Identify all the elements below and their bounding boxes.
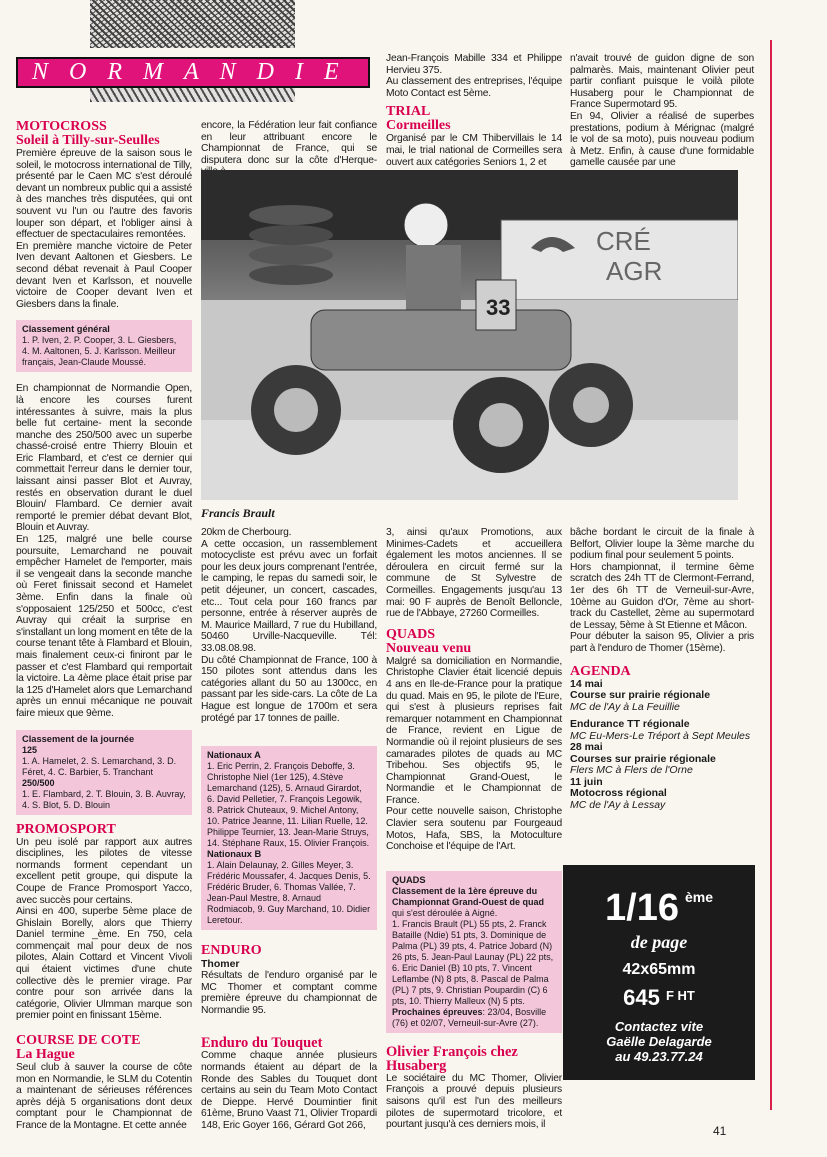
quad-photo-art	[201, 170, 738, 500]
agenda-event: Endurance TT régionale	[570, 718, 690, 731]
class125-paragraph: En 125, malgré une belle course poursuite, Lemarchand ne pouvait empêcher Hamelet de l'emporter, mais il se vengeait dans la seconde manche où Feret finissait second et Hamelet 3ème. Enfin dans la finale où s'opposaient 125/250 et 500cc, c'est Auvray qui créait la surprise en s'installant un long moment en tête de la course tenant tête à Flambard et Blouin, mais finalement ceux-ci finiront par le passer et c'est Flambard qui remportait la victoire. La 4ème place était prise par la 125 d'Hamelet alors que Lemarchand après un ennui mécanique ne pouvait faire mieux que 9ème.	[16, 534, 192, 719]
column-3-bottom	[386, 527, 562, 1131]
column-4-bottom	[570, 527, 754, 811]
box-text: 1. Alain Delaunay, 2. Gilles Meyer, 3. Frédéric Moussafer, 4. Jacques Denis, 5. Frédéric Bruder, 6. Thomas Vallée, 7. Jean-Paul Mestre, 8. Arnaud Rodmiacob, 9. Guy Marchand, 10. Didier Leretour.	[207, 860, 371, 926]
box-title: Classement général	[22, 324, 110, 335]
classement-general-box	[16, 320, 192, 372]
motocross-paragraph: Première épreuve de la saison sous le soleil, le motocross international de Tilly, présenté par le Caen MC s'est déroulé devant un nombreux public qui a assisté à des manches très disputées, qui ont souvent vu l'un ou l'autre des favoris louper son départ, et l'obliger ainsi à effectuer de spectaculaires remontées.	[16, 148, 192, 241]
box-subtitle-note: qui s'est déroulée à Aigné.	[392, 907, 498, 918]
column-2-bottom	[201, 527, 377, 1132]
trial-subheading: Cormeilles	[386, 118, 451, 134]
promosport-paragraph: Un peu isolé par rapport aux autres disciplines, les pilotes de vitesse normands forment cependant un excellent petit groupe, qui dispute la Coupe de France Promosport Yacco, avec succès pour certains.	[16, 836, 192, 906]
promosport-paragraph: Ainsi en 400, superbe 5ème place de Ghislain Borelly, alors que Thierry Daniel termine _ème. En 750, cela commençait mal pour deux de nos pilotes, Alain Cottard et Vincent Vivoli qui étaient victimes d'une chute collective dès le premier virage. Par contre pour son arrivée dans la catégorie, Olivier Ulmman marque son premier point en finissant 15ème.	[16, 906, 192, 1022]
cherbourg-paragraph: A cette occasion, un rassemblement motocycliste est prévu avec un forfait pour les deux jours comprenant l'entrée, le camping, le repas du samedi soir, le petit déjeuner, un concert, cascades, etc... Tout cela pour 160 francs par personne, entrée à réserver auprès de M. Maurice Maillard, 7 rue du Hubilland, 50460 Urville-Nacqueville. Tél: 33.08.08.98.	[201, 538, 377, 654]
olivier-francois-heading: Olivier François chez Husaberg	[386, 1043, 518, 1074]
svg-text:33: 33	[486, 295, 511, 320]
agenda-event: Course sur prairie régionale	[570, 689, 711, 702]
agenda-place: MC de l'Ay à Lessay	[570, 798, 666, 811]
ad-price-unit: F HT	[665, 988, 695, 1003]
next-events-label: Prochaines épreuves	[392, 1006, 483, 1017]
olivier-francois-paragraph: Le sociétaire du MC Thomer, Olivier François a prouvé depuis plusieurs saisons qu'il est l'un des meilleurs pilotes de supermotard tricolore, et pourtant jusqu'à ces derniers mois, il	[386, 1072, 562, 1131]
box-subtitle: Classement de la 1ère épreuve du Championnat Grand-Ouest de quad	[392, 885, 545, 907]
classement-journee-box	[16, 730, 192, 815]
col4-paragraph: Hors championnat, il termine 6ème scratch des 24h TT de Clermont-Ferrand, 1er des 6h TT de Verneuil-sur-Avre, 10ème au Guidon d'Or, 7ème au short-track du Castellet, 2ème au supermotard de Lessay, 5ème à St Etienne et Mâcon.	[570, 561, 754, 631]
trial-paragraph-cont: 3, ainsi qu'aux Promotions, aux Minimes-Cadets et accueillera également les motos anciennes. Il se déroulera en circuit fermé sur la commune de St Sylvestre de Cormeilles. Engagements jusqu'au 13 mai: 90 F auprès de Benoît Belloncle, rue de l'Abbaye, 27260 Cormeilles.	[386, 527, 562, 620]
open-paragraph: En championnat de Normandie Open, là encore les courses furent intéressantes à suivre, mais la plus belle fut certaine- ment la seconde manche des 250/500 avec un superbe chassé-croisé entre Thierry Blouin et Eric Flambard, et c'est ce dernier qui commettait l'erreur dans le dernier tour, laissant ainsi passer Blot et Auvray, restés en observation durant le duel Blouin/ Flambard. Ce dernier avait remporté le premier débat devant Blot, Blouin et Auvray.	[16, 383, 192, 534]
advertisement-box	[563, 865, 755, 1080]
agenda-date: 11 juin	[570, 775, 603, 788]
box-title: Classement de la journée	[22, 733, 135, 744]
agenda-item	[570, 679, 754, 714]
enduro-subheading: Thomer	[201, 958, 240, 971]
motocross-heading: MOTOCROSS	[16, 119, 107, 134]
col2-top-paragraph: encore, la Fédération leur fait confiance en leur attribuant encore le Championnat de France, qui se disputera donc sur la côte d'Herque-	[201, 120, 377, 166]
column-3-top	[386, 53, 562, 168]
touquet-heading: Enduro du Touquet	[201, 1035, 323, 1052]
trial-paragraph: Organisé par le CM Thibervillais le 14 mai, le trial national de Cormeilles sera ouvert aux catégories Seniors 1, 2 et	[386, 133, 562, 168]
quads-subheading: Nouveau venu	[386, 640, 472, 656]
box-text: 1. A. Hamelet, 2. S. Lemarchand, 3. D. Féret, 4. C. Barbier, 5. Tranchant	[22, 755, 177, 777]
ad-dimensions: 42x65mm	[622, 961, 696, 978]
agenda-heading: AGENDA	[570, 663, 631, 679]
box-title: QUADS	[392, 874, 426, 885]
course-de-cote-subheading: La Hague	[16, 1047, 75, 1063]
header-texture	[90, 0, 295, 48]
ad-price: 645	[623, 985, 660, 1010]
agenda-item	[570, 742, 754, 777]
agenda-date: 28 mai	[570, 741, 603, 754]
enduro-paragraph: Résultats de l'enduro organisé par le MC Thomer et comptant comme première épreuve du championnat de Normandie 95.	[201, 970, 377, 1016]
touquet-paragraph: Comme chaque année plusieurs normands étaient au départ de la Ronde des Sables du Touquet dont certains au sein du Team Moto Contact de Dieppe. Hervé Doumintier finit 61ème, Bruno Vaast 71, Olivier Tropardi 148, Eric Goyer 166, Gérard Got 266,	[201, 1050, 377, 1132]
motocross-subheading: Soleil à Tilly-sur-Seulles	[16, 133, 160, 148]
sign-text: CRÉ	[596, 226, 651, 256]
course-de-cote-paragraph: Seul club à sauver la course de côte mon en Normandie, le SLM du Cotentin a maintenant de sérieuses références après déjà 5 organisations dont deux comptant pour le Championnat de France de la Montagne. Et cette année	[16, 1062, 192, 1131]
page-number: 41	[713, 1124, 727, 1138]
nationaux-box	[201, 746, 377, 930]
promosport-heading: PROMOSPORT	[16, 821, 116, 837]
agenda-place: MC de l'Ay à La Feuillie	[570, 700, 680, 713]
quads-paragraph: Malgré sa domiciliation en Normandie, Christophe Clavier était licencié depuis 4 ans en Ile-de-France pour la pratique du quad. Mais en 95, le pilote de l'Eure, qui s'est à plusieurs reprises fait remarquer notamment en Championnat de France, revient en Ligue de Normandie où il rejoint plusieurs de ses camarades pilotes de quads au MC Tribehou. Ses objectifs 95, le Championnat Grand-Ouest, le Normandie et le Championnat de France.	[386, 655, 562, 806]
quads-paragraph: Pour cette nouvelle saison, Christophe Clavier sera soutenu par Fourgeaud Motos, Hafa, SBS, la Motoculture Conchoise et l'équipe de l'Art.	[386, 806, 562, 853]
box-text: 1. Eric Perrin, 2. François Deboffe, 3. Christophe Niel (1er 125), 4.Stève Lemarchand (125), 5. Arnaud Girardot, 6. David Pelletier, 7. François Legowik, 8. Patrick Chuteaux, 9. Michel Antony, 10. Patrice Jeanne, 11. Lilian Ruelle, 12. Philippe Teurnier, 13. Jean-Marie Struys, 14. Stéphane Raux, 15. Olivier François.	[207, 761, 370, 849]
col4-paragraph: bâche bordant le circuit de la finale à Belfort, Olivier loupe la 3ème marche du podium final pour seulement 5 points.	[570, 527, 754, 562]
box-text: 1. Francis Brault (PL) 55 pts, 2. Franck Bataille (Ndie) 51 pts, 3. Dominique de Palma (PL) 39 pts, 4. Patrice Jobard (N) 26 pts, 5. Jean-Paul Launay (PL) 22 pts, 6. Eric Daniel (B) 10 pts, 7. Vincent Leflambe (N) 8 pts, 8. Pascal de Palma (PL) 7 pts, 9. Christian Poupardin (C) 6 pts, 10. Thierry Malleux (N) 5 pts.	[392, 918, 554, 1006]
ad-contact-line: Contactez vite	[614, 1019, 704, 1034]
course-de-cote-heading: COURSE DE COTE	[16, 1033, 141, 1049]
agenda-item	[570, 777, 754, 812]
ad-size: 1/16	[605, 887, 679, 929]
agenda-date: 14 mai	[570, 677, 603, 690]
svg-text:AGR: AGR	[606, 256, 663, 286]
col4-paragraph: Pour débuter la saison 95, Olivier a pris part à l'enduro de Thomer (15ème).	[570, 631, 754, 654]
agenda-item	[570, 719, 754, 742]
motocross-paragraph: En première manche victoire de Peter Iven devant Aaltonen et Giesbers. Le second débat revenait à Paul Cooper devant Iven et Karlsson, et nouvelle victoire de Cooper devant Iven et Giesbers dans la finale.	[16, 240, 192, 310]
agenda-place: Flers MC à Flers de l'Orne	[570, 764, 693, 777]
ad-size-suffix: ème	[684, 889, 713, 905]
box-title: Nationaux A	[207, 750, 261, 761]
column-1	[16, 120, 192, 1132]
quad-photo	[201, 170, 738, 500]
header-texture-bottom	[90, 88, 295, 102]
col4-top-paragraph: En 94, Olivier a réalisé de superbes prestations, podium à Mérignac (malgré le vol de sa moto), puis nouveau podium à Metz. Enfin, à cause d'une formidable gamelle causée par une	[570, 110, 754, 169]
trial-heading: TRIAL	[386, 104, 431, 120]
agenda-place: MC Eu-Mers-Le Tréport à Sept Meules	[570, 729, 751, 742]
cherbourg-paragraph: Du côté Championnat de France, 100 à 150 pilotes sont attendus dans les catégories allant du 50 au 1300cc, en passant par les side-cars. La côte de La Hague est longue de 1700m et sera protégé par 17 tonnes de paille.	[201, 654, 377, 724]
box-text: 1. E. Flambard, 2. T. Blouin, 3. B. Auvray, 4. S. Blot, 5. D. Blouin	[22, 788, 186, 810]
quads-heading: QUADS	[386, 626, 436, 642]
col3-top-paragraph: Au classement des entreprises, l'équipe Moto Contact est 5ème.	[386, 76, 562, 99]
box-text: 1. P. Iven, 2. P. Cooper, 3. L. Giesbers, 4. M. Aaltonen, 5. J. Karlsson. Meilleur français, Jean-Claude Moussé.	[22, 335, 177, 368]
section-title: NORMANDIE	[32, 59, 360, 85]
col4-top-paragraph: n'avait trouvé de guidon digne de son palmarès. Mais, maintenant Olivier peut partir confiant puisque le voilà pilote Husaberg pour le Championnat de France Supermotard 95.	[570, 53, 754, 111]
ad-contact-name: Gaëlle Delagarde	[606, 1034, 712, 1049]
col3-top-paragraph: Jean-François Mabille 334 et Philippe Hervieu 375.	[386, 53, 562, 76]
page-rule	[770, 40, 772, 1110]
box-subtitle: 250/500	[22, 777, 55, 788]
enduro-heading: ENDURO	[201, 943, 262, 959]
agenda-event: Courses sur prairie régionale	[570, 752, 716, 765]
photo-caption: Francis Brault	[201, 506, 275, 520]
box-subtitle: 125	[22, 744, 38, 755]
ad-page-text: de page	[630, 932, 688, 952]
column-4-top	[570, 53, 754, 169]
agenda-event: Motocross régional	[570, 787, 667, 800]
next-events-text: : 23/04, Bosville (76) et 02/07, Verneuil-sur-Avre (27).	[392, 1006, 547, 1028]
cherbourg-paragraph: 20km de Cherbourg.	[201, 527, 292, 538]
ad-phone: au 49.23.77.24	[615, 1049, 703, 1064]
box-title: Nationaux B	[207, 849, 262, 860]
quads-results-box	[386, 871, 562, 1033]
section-banner	[16, 57, 370, 88]
